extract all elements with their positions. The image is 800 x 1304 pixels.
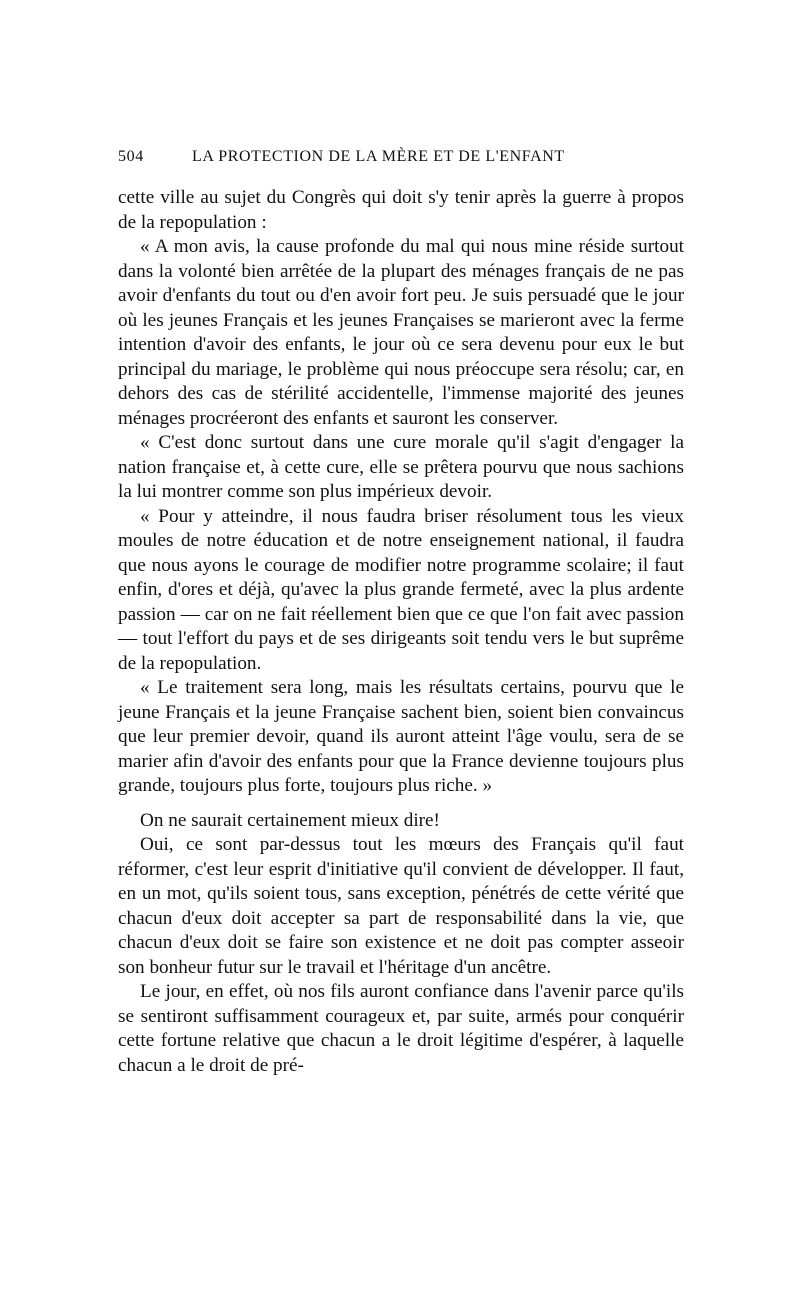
running-header	[118, 148, 684, 176]
quote-paragraph: « C'est donc surtout dans une cure morale qu'il s'agit d'engager la nation française et, à cette cure, elle se prêtera pourvu que nous sachions la lui montrer comme son plus impérieux devoir.	[118, 432, 684, 502]
quote-paragraph: « Le traitement sera long, mais les résultats certains, pourvu que le jeune Français et la jeune Française sachent bien, soient bien convaincus que leur premier devoir, quand ils auront atteint l'âge voulu, sera de se marier afin d'avoir des enfants pour que la France devienne toujours plus grande, toujours plus forte, toujours plus riche. »	[118, 677, 684, 796]
paragraph: Le jour, en effet, où nos fils auront confiance dans l'avenir parce qu'ils se sentiront suffisamment courageux et, par suite, armés pour conquérir cette fortune relative que chacun a le droit légitime d'espérer, à laquelle chacun a le droit de pré-	[118, 981, 684, 1076]
paragraph: On ne saurait certainement mieux dire!	[140, 809, 440, 831]
page-body	[118, 186, 684, 1078]
book-page	[118, 148, 684, 1078]
quote-paragraph: « A mon avis, la cause profonde du mal qui nous mine réside surtout dans la volonté bien arrêtée de la plupart des ménages français de ne pas avoir d'enfants du tout ou d'en avoir fort peu. Je suis persuadé que le jour où les jeunes Français et les jeunes Françaises se marieront avec la ferme intention d'avoir des enfants, le jour où ce sera devenu pour eux le but principal du mariage, le problème qui nous préoccupe sera résolu; car, en dehors des cas de stérilité accidentelle, l'immense majorité des jeunes ménages procréeront des enfants et sauront les conserver.	[118, 236, 684, 429]
running-title: LA PROTECTION DE LA MÈRE ET DE L'ENFANT	[192, 148, 565, 165]
paragraph: Oui, ce sont par-dessus tout les mœurs des Français qu'il faut réformer, c'est leur esprit d'initiative qu'il convient de développer. Il faut, en un mot, qu'ils soient tous, sans exception, pénétrés de cette vérité que chacun d'eux doit accepter sa part de responsabilité dans la vie, que chacun d'eux doit se faire son existence et ne doit pas compter asseoir son bonheur futur sur le travail et l'héritage d'un ancêtre.	[118, 834, 684, 978]
quote-paragraph: « Pour y atteindre, il nous faudra briser résolument tous les vieux moules de notre éducation et de notre enseignement national, il faudra que nous ayons le courage de modifier notre programme scolaire; il faut enfin, d'ores et déjà, qu'avec la plus grande fermeté, avec la plus ardente passion — car on ne fait réellement bien que ce que l'on fait avec passion — tout l'effort du pays et de ses dirigeants soit tendu vers le but suprême de la repopulation.	[118, 505, 684, 674]
page-number: 504	[118, 148, 144, 165]
paragraph-continuation: cette ville au sujet du Congrès qui doit s'y tenir après la guerre à propos de la repopulation :	[118, 187, 684, 233]
